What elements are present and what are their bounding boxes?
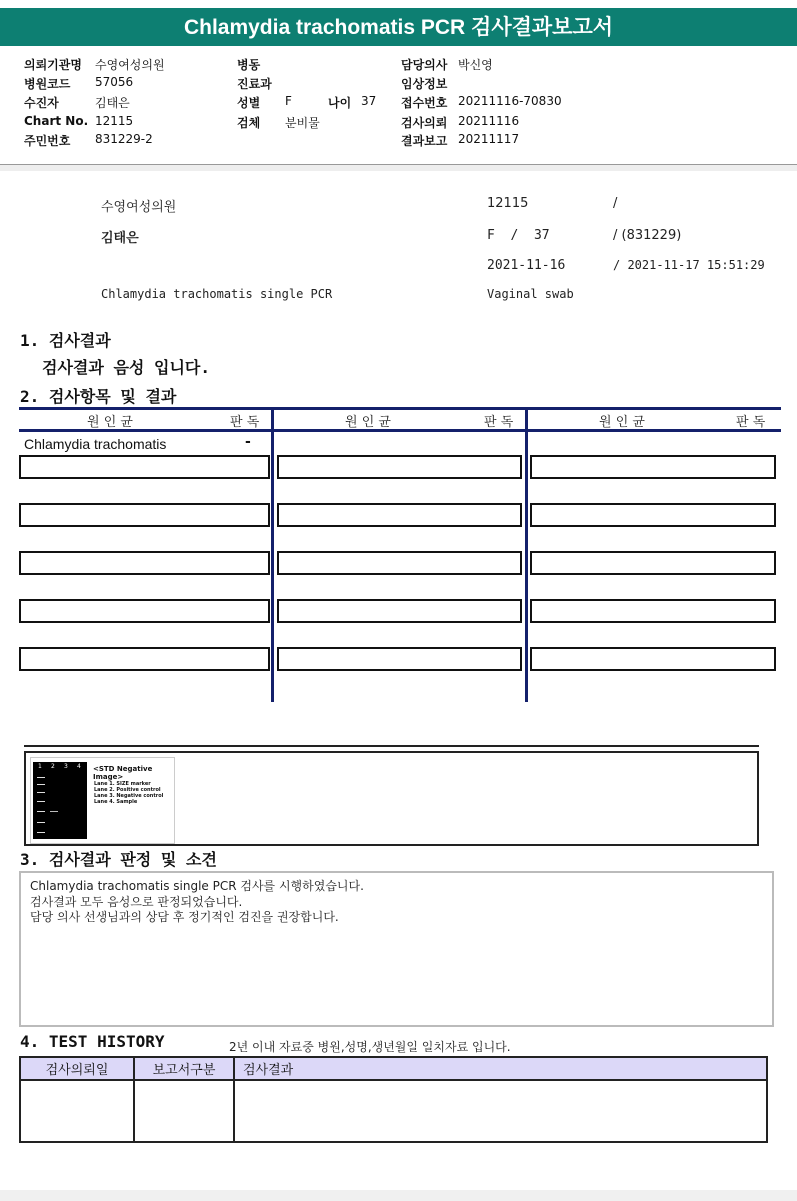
marker-band — [37, 832, 45, 833]
result-judgement: - — [245, 434, 251, 450]
col-header-judgement: 판 독 — [736, 415, 766, 430]
header-value: F — [285, 94, 292, 108]
header-value: 57056 — [95, 75, 134, 89]
gel-title: <STD Negative Image> — [93, 765, 153, 781]
history-cell — [134, 1080, 234, 1142]
clinic-name: 수영여성의원 — [101, 200, 177, 215]
header-value: 12115 — [95, 114, 134, 128]
gel-legend-item: Lane 2. Positive control — [94, 787, 161, 793]
opinion-box — [19, 871, 774, 1027]
result-cell — [19, 599, 270, 623]
grid-header-rule — [19, 429, 781, 432]
result-cell — [530, 647, 776, 671]
history-col-header: 검사결과 — [234, 1057, 767, 1080]
header-label: 결과보고 — [401, 134, 448, 148]
header-label: Chart No. — [24, 114, 89, 128]
header-value: 37 — [361, 94, 377, 108]
result-cell — [530, 455, 776, 479]
col-header-organism: 원 인 균 — [599, 415, 645, 430]
header-value: 20211116 — [458, 114, 520, 128]
header-label: 임상정보 — [401, 77, 448, 91]
header-label: 수진자 — [24, 96, 59, 110]
opinion-line: 담당 의사 선생님과의 상담 후 정기적인 검진을 권장합니다. — [30, 910, 339, 924]
header-info — [0, 54, 797, 162]
col-header-judgement: 판 독 — [230, 415, 260, 430]
marker-band — [37, 801, 45, 802]
lane-number: 2 — [51, 763, 55, 770]
header-label: 접수번호 — [401, 96, 448, 110]
gel-photo — [33, 762, 87, 839]
result-cell — [277, 455, 522, 479]
header-value: 박신영 — [458, 58, 493, 72]
reported-datetime: / 2021-11-17 15:51:29 — [613, 258, 765, 272]
header-label: 나이 — [328, 96, 352, 110]
birth-date: / (831229) — [613, 228, 682, 243]
positive-band — [50, 811, 58, 812]
header-label: 검사의뢰 — [401, 116, 448, 130]
marker-band — [37, 811, 45, 812]
grid-divider-2 — [525, 407, 528, 702]
lane-number: 3 — [64, 763, 68, 770]
section1-result: 검사결과 음성 입니다. — [42, 358, 211, 377]
result-cell — [277, 647, 522, 671]
section1-heading: 1. 검사결과 — [20, 331, 111, 350]
header-value: 831229-2 — [95, 132, 153, 146]
header-label: 검체 — [237, 116, 261, 130]
section4-heading: 4. TEST HISTORY — [20, 1032, 165, 1051]
opinion-line: 검사결과 모두 음성으로 판정되었습니다. — [30, 895, 243, 909]
header-label: 의뢰기관명 — [24, 58, 82, 72]
col-header-judgement: 판 독 — [484, 415, 514, 430]
grid-divider-1 — [271, 407, 274, 702]
history-table — [19, 1056, 768, 1143]
gel-image-panel — [30, 757, 175, 844]
header-label: 담당의사 — [401, 58, 448, 72]
history-col-header: 검사의뢰일 — [20, 1057, 134, 1080]
header-label: 병원코드 — [24, 77, 71, 91]
header-value: 수영여성의원 — [95, 58, 165, 72]
page-footer-band — [0, 1190, 797, 1201]
gel-top-rule — [24, 745, 759, 747]
header-label: 진료과 — [237, 77, 272, 91]
header-label: 성별 — [237, 96, 261, 110]
history-row — [20, 1080, 767, 1142]
col-header-organism: 원 인 균 — [87, 415, 133, 430]
marker-band — [37, 777, 45, 778]
result-cell — [277, 551, 522, 575]
col-header-organism: 원 인 균 — [345, 415, 391, 430]
chart-slash: / — [613, 196, 618, 211]
result-cell — [530, 551, 776, 575]
result-cell — [19, 551, 270, 575]
specimen-type: Vaginal swab — [487, 287, 574, 301]
gel-legend-item: Lane 3. Negative control — [94, 793, 164, 799]
result-cell — [277, 599, 522, 623]
header-value: 20211117 — [458, 132, 520, 146]
sex-age: F / 37 — [487, 228, 550, 243]
section3-heading: 3. 검사결과 판정 및 소견 — [20, 850, 217, 869]
patient-name: 김태은 — [101, 231, 139, 246]
lane-number: 4 — [77, 763, 81, 770]
header-value: 분비물 — [285, 116, 320, 130]
history-cell — [234, 1080, 767, 1142]
gel-legend-item: Lane 4. Sample — [94, 799, 138, 805]
header-value: 20211116-70830 — [458, 94, 562, 108]
received-date: 2021-11-16 — [487, 258, 566, 273]
test-name: Chlamydia trachomatis single PCR — [101, 287, 333, 301]
header-shade — [0, 165, 797, 171]
history-note: 2년 이내 자료중 병원,성명,생년월일 일치자료 입니다. — [229, 1040, 511, 1054]
marker-band — [37, 792, 45, 793]
header-label: 주민번호 — [24, 134, 71, 148]
history-header-row — [20, 1057, 767, 1080]
lane-number: 1 — [38, 763, 42, 770]
result-cell — [277, 503, 522, 527]
header-label: 병동 — [237, 58, 261, 72]
history-col-header: 보고서구분 — [134, 1057, 234, 1080]
history-cell — [20, 1080, 134, 1142]
gel-legend-item: Lane 1. SIZE marker — [94, 781, 151, 787]
report-title: Chlamydia trachomatis PCR 검사결과보고서 — [0, 8, 797, 46]
opinion-line: Chlamydia trachomatis single PCR 검사를 시행하였습니다. — [30, 879, 364, 893]
result-cell — [19, 455, 270, 479]
chart-number: 12115 — [487, 196, 529, 211]
result-cell — [19, 647, 270, 671]
result-cell — [530, 599, 776, 623]
marker-band — [37, 822, 45, 823]
section2-heading: 2. 검사항목 및 결과 — [20, 387, 177, 406]
grid-top-rule — [19, 407, 781, 410]
result-organism: Chlamydia trachomatis — [24, 436, 167, 452]
header-value: 김태은 — [95, 96, 130, 110]
result-cell — [19, 503, 270, 527]
result-cell — [530, 503, 776, 527]
marker-band — [37, 784, 45, 785]
